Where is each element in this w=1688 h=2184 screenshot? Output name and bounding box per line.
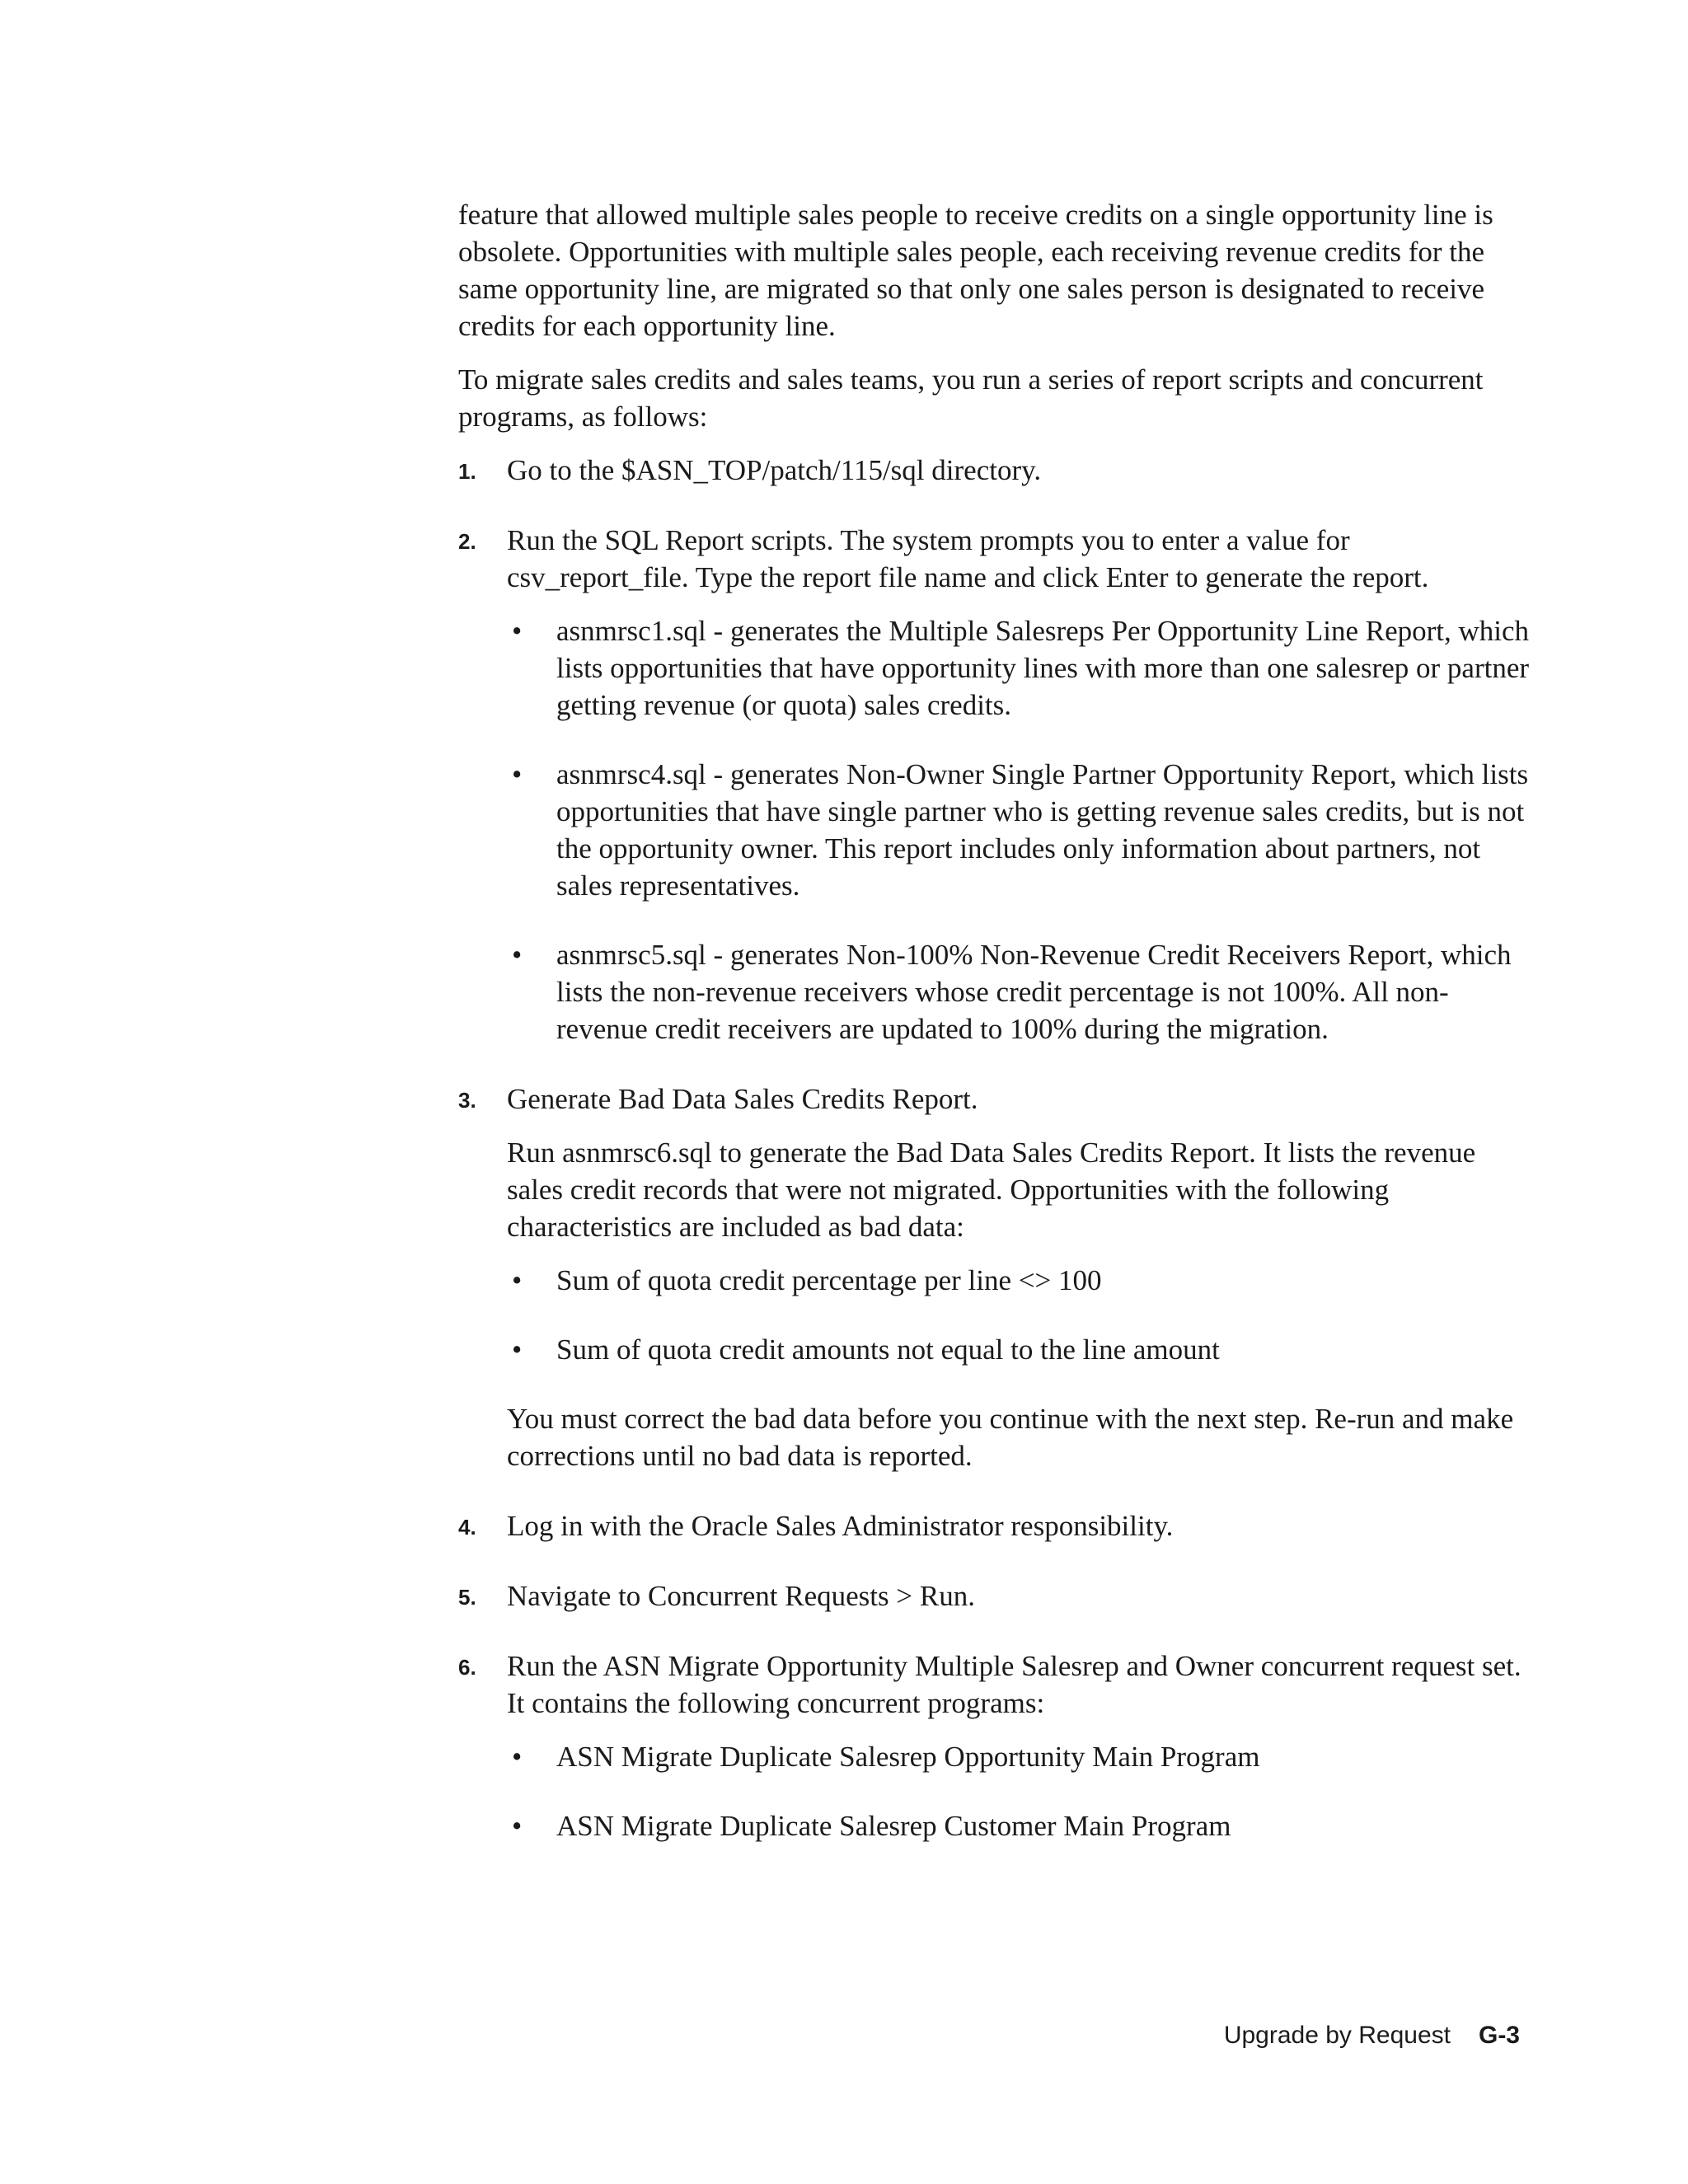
step-text: Go to the $ASN_TOP/patch/115/sql directory. [507,454,1042,486]
list-item [507,1807,1530,1844]
bullet-text: ASN Migrate Duplicate Salesrep Opportunity Main Program [556,1741,1260,1773]
step-text: Generate Bad Data Sales Credits Report. [507,1083,978,1115]
document-body [458,196,1530,1877]
step-text: Navigate to Concurrent Requests > Run. [507,1580,975,1612]
bullet-text: asnmrsc4.sql - generates Non-Owner Single Partner Opportunity Report, which lists opportunities that have single partner who is getting revenue sales credits, but is not the opportunity owner. This report includes only information about partners, not sales representatives. [556,758,1529,902]
step-3 [458,1080,1530,1474]
step-description: Run asnmrsc6.sql to generate the Bad Data Sales Credits Report. It lists the revenue sales credit records that were not migrated. Opportunities with the following characteristics are included as bad data: [507,1137,1476,1243]
list-item [507,936,1530,1047]
step-text: Run the ASN Migrate Opportunity Multiple Salesrep and Owner concurrent request set. It contains the following concurrent programs: [507,1650,1522,1719]
bullet-text: asnmrsc1.sql - generates the Multiple Salesreps Per Opportunity Line Report, which lists opportunities that have opportunity lines with more than one salesrep or partner getting revenue (or quota) sales credits. [556,615,1530,721]
step-number: 1. [458,459,476,484]
bullet-text: ASN Migrate Duplicate Salesrep Customer Main Program [556,1810,1231,1842]
bullet-icon: • [512,939,523,971]
bullet-icon: • [512,615,523,647]
step-number: 2. [458,529,476,554]
intro-paragraph-2: To migrate sales credits and sales teams, you run a series of report scripts and concurrent programs, as follows: [458,363,1484,433]
step-4 [458,1507,1530,1544]
bullet-icon: • [512,1333,523,1366]
bullet-icon: • [512,1810,523,1842]
page-number: G-3 [1478,2022,1520,2049]
list-item [507,1331,1530,1368]
step-number: 6. [458,1655,476,1680]
step-number: 3. [458,1088,476,1113]
step-note: You must correct the bad data before you continue with the next step. Re-run and make corrections until no bad data is reported. [507,1403,1514,1472]
step-number: 5. [458,1585,476,1610]
step-5 [458,1577,1530,1615]
step-6 [458,1647,1530,1844]
step-number: 4. [458,1515,476,1540]
list-item [507,1738,1530,1775]
bullet-icon: • [512,1741,523,1773]
bullet-text: asnmrsc5.sql - generates Non-100% Non-Revenue Credit Receivers Report, which lists the non-revenue receivers whose credit percentage is not 100%. All non-revenue credit receivers are updated to 100% during the migration. [556,939,1512,1045]
list-item [507,756,1530,904]
bullet-text: Sum of quota credit amounts not equal to the line amount [556,1333,1220,1366]
footer-section-title: Upgrade by Request [1223,2022,1451,2049]
step-text: Log in with the Oracle Sales Administrator responsibility. [507,1510,1174,1542]
bullet-icon: • [512,758,523,790]
step-1 [458,452,1530,489]
step-text: Run the SQL Report scripts. The system prompts you to enter a value for csv_report_file. Type the report file name and click Enter to generate the report. [507,524,1429,593]
bullet-icon: • [512,1264,523,1296]
list-item [507,1262,1530,1299]
bullet-text: Sum of quota credit percentage per line <> 100 [556,1264,1102,1296]
step-2 [458,522,1530,1047]
list-item [507,612,1530,724]
page-footer [1224,2022,1520,2050]
intro-paragraph-1: feature that allowed multiple sales people to receive credits on a single opportunity line is obsolete. Opportunities with multiple sales people, each receiving revenue credits for the same opportunity line, are migrated so that only one sales person is designated to receive credits for each opportunity line. [458,199,1493,342]
